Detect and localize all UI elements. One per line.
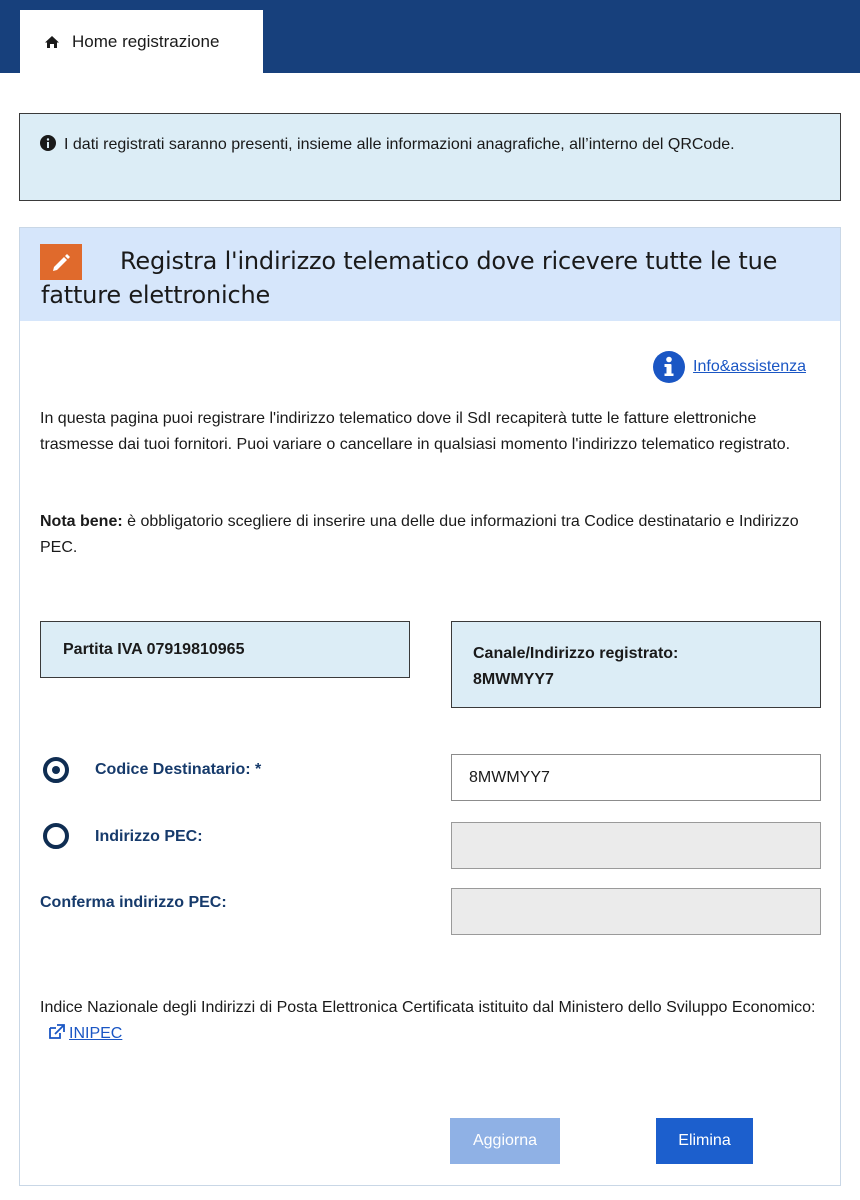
home-icon xyxy=(44,35,60,49)
info-assistenza-label: Info&assistenza xyxy=(693,358,806,375)
top-nav-bar xyxy=(0,0,860,73)
inipec-description xyxy=(40,995,830,1047)
codice-destinatario-radio[interactable] xyxy=(43,757,69,783)
panel-header xyxy=(20,228,840,321)
registration-panel xyxy=(19,227,841,1186)
tab-home-label: Home registrazione xyxy=(72,31,220,51)
indirizzo-pec-label: Indirizzo PEC: xyxy=(95,828,203,845)
info-circle-icon xyxy=(40,135,56,151)
inipec-text: Indice Nazionale degli Indirizzi di Posta Elettronica Certificata istituito dal Ministero dello Sviluppo Economico: xyxy=(40,999,816,1016)
intro-text: In questa pagina puoi registrare l'indirizzo telematico dove il SdI recapiterà tutte le fatture elettroniche trasmesse dai tuoi fornitori. Puoi variare o cancellare in qualsiasi momento l'indirizzo telematico registrato. xyxy=(40,410,791,453)
tab-home-registrazione[interactable] xyxy=(20,10,263,73)
canale-registrato-box xyxy=(451,621,821,708)
indirizzo-pec-radio[interactable] xyxy=(43,823,69,849)
info-circle-icon xyxy=(653,351,685,383)
aggiorna-button[interactable]: Aggiorna xyxy=(450,1118,560,1164)
conferma-pec-label: Conferma indirizzo PEC: xyxy=(40,894,227,911)
external-link-icon xyxy=(48,1024,65,1040)
indirizzo-pec-input[interactable] xyxy=(451,822,821,869)
partita-iva-box: Partita IVA 07919810965 xyxy=(40,621,410,678)
canale-registrato-value: 8MWMYY7 xyxy=(473,671,554,688)
info-alert xyxy=(19,113,841,201)
elimina-button[interactable]: Elimina xyxy=(656,1118,753,1164)
codice-destinatario-label: Codice Destinatario: * xyxy=(95,761,262,778)
nota-bene-text xyxy=(40,509,820,561)
conferma-pec-input[interactable] xyxy=(451,888,821,935)
nota-bene-body: è obbligatorio scegliere di inserire una delle due informazioni tra Codice destinatario e Indirizzo PEC. xyxy=(40,513,799,556)
panel-title: Registra l'indirizzo telematico dove ricevere tutte le tue fatture elettroniche xyxy=(41,247,778,309)
codice-destinatario-input[interactable]: 8MWMYY7 xyxy=(451,754,821,801)
info-assistenza-link[interactable] xyxy=(653,351,806,383)
info-alert-text: I dati registrati saranno presenti, insieme alle informazioni anagrafiche, all’interno del QRCode. xyxy=(64,136,735,153)
nota-bene-label: Nota bene: xyxy=(40,513,123,530)
inipec-link[interactable]: INIPEC xyxy=(69,1025,123,1042)
canale-registrato-label: Canale/Indirizzo registrato: xyxy=(473,645,679,662)
